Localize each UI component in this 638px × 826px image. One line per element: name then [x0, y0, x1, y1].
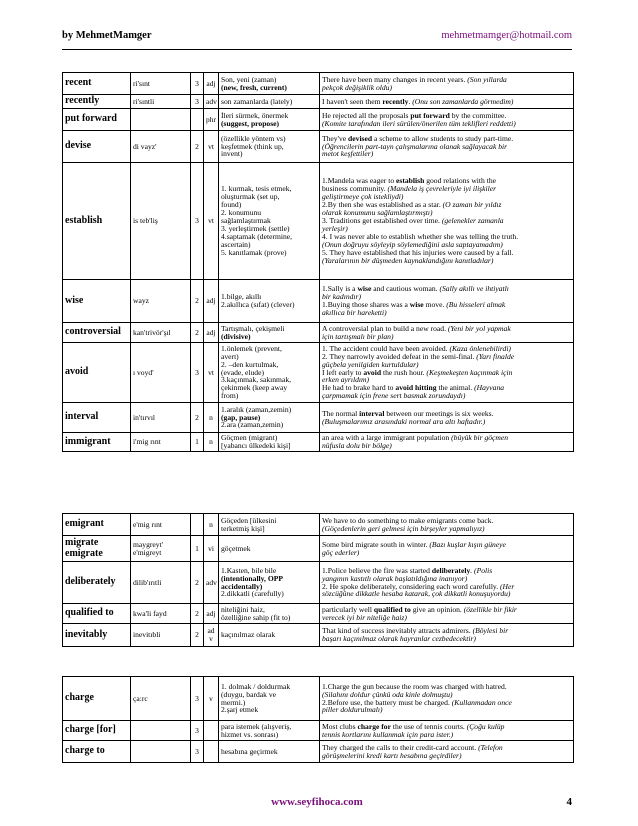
meaning-line: Son, yeni (zaman) — [221, 74, 277, 84]
word-cell: inevitably — [63, 624, 131, 647]
turkish-meaning-cell — [219, 131, 320, 163]
example-text: avoid hitting — [395, 383, 437, 393]
example-text: (Son yıllarda — [465, 74, 507, 84]
word-cell: charge [for] — [63, 721, 131, 741]
turkish-meaning-cell — [219, 677, 320, 721]
turkish-meaning-cell — [219, 604, 320, 624]
example-text: (Komite tarafından ileri sürülen/önerilen tüm teklifleri reddetti) — [322, 118, 516, 128]
pronunciation-cell: ri'sıntli — [131, 95, 191, 109]
example-text: (Yarı finalde — [476, 351, 515, 361]
word-cell: establish — [63, 163, 131, 280]
meaning-line: (new, fresh, current) — [221, 82, 287, 92]
pos-cell: adj — [204, 604, 219, 624]
turkish-meaning-cell — [219, 323, 320, 343]
example-text: A controversial plan to build a new road. — [322, 323, 448, 333]
vocab-row — [63, 131, 574, 163]
pos-cell: n — [204, 514, 219, 536]
level-cell: 2 — [191, 280, 204, 323]
example-text: particularly well — [322, 604, 374, 614]
example-cell — [320, 677, 574, 721]
pronunciation-cell: di vayz' — [131, 131, 191, 163]
turkish-meaning-cell — [219, 403, 320, 433]
vocab-row — [63, 323, 574, 343]
meaning-line: kaçınılmaz olarak — [221, 630, 276, 640]
example-text: Some bird migrate south in winter. — [322, 539, 430, 549]
meaning-line: 2.ara (zaman,zemin) — [221, 420, 284, 430]
header-divider — [62, 49, 572, 50]
example-text: deliberately — [431, 565, 471, 575]
level-cell: 3 — [191, 677, 204, 721]
example-cell — [320, 343, 574, 403]
vocab-row — [63, 624, 574, 647]
turkish-meaning-cell — [219, 562, 320, 604]
example-text: 4. I was never able to establish whether she was telling the truth. — [322, 231, 519, 241]
meaning-line: (gap, pause) — [221, 412, 261, 422]
level-cell: 2 — [191, 562, 204, 604]
example-text: wise — [357, 284, 372, 294]
example-text: That kind of success inevitably attracts admirers. — [322, 626, 473, 636]
pronunciation-cell — [131, 721, 191, 741]
word-cell: put forward — [63, 109, 131, 131]
example-text: nüfusla dolu bir bölge) — [322, 441, 392, 450]
example-text: (Silahını doldur çünkü oda kinle dolmuştu) — [322, 689, 453, 699]
example-cell — [320, 433, 574, 452]
pronunciation-cell: wayz — [131, 280, 191, 323]
level-cell: 2 — [191, 604, 204, 624]
turkish-meaning-cell — [219, 721, 320, 741]
pos-line: ad — [207, 626, 215, 636]
meaning-line: Göçeden [ülkesini — [221, 515, 277, 525]
meaning-line: göçetmek — [221, 543, 251, 553]
pos-line: v — [209, 634, 213, 643]
level-cell: 2 — [191, 624, 204, 647]
example-text: tennis kortlarını kullanmak için para ister.) — [322, 729, 454, 739]
example-text: 2.Before use, the battery must be charged. — [322, 697, 452, 707]
page-header — [62, 30, 572, 46]
example-text: için tartışmalı bir plan) — [322, 331, 394, 341]
meaning-line: çekinmek (keep away — [221, 383, 288, 393]
word-cell: recently — [63, 95, 131, 109]
example-text: business community. — [322, 184, 388, 194]
footer-site-link[interactable]: www.seyfihoca.com — [271, 796, 363, 808]
meaning-line: avert) — [221, 351, 239, 361]
pos-cell: n — [204, 433, 219, 452]
example-text: 5. They have established that his injuries were caused by a fall. — [322, 247, 514, 257]
meaning-line: (evade, elude) — [221, 367, 265, 377]
example-text: an area with a large immigrant population — [322, 433, 452, 443]
example-cell — [320, 624, 574, 647]
example-text: (Yaralarının bir düşmeden kaynaklandığını kanıtladılar) — [322, 255, 494, 265]
word-cell: qualified to — [63, 604, 131, 624]
example-text: They charged the calls to their credit-card account. — [322, 742, 479, 752]
meaning-line: Göçmen (migrant) — [221, 433, 278, 443]
meaning-line: 4.saptamak (determine, — [221, 231, 293, 241]
vocab-row — [63, 677, 574, 721]
meaning-line: 1. kurmak, tesis etmek, — [221, 184, 292, 194]
pos-cell: adj — [204, 323, 219, 343]
vocab-row — [63, 562, 574, 604]
example-text: göç ederler) — [322, 547, 360, 557]
meaning-line: 1.aralık (zaman,zemin) — [221, 404, 292, 414]
example-text: move. — [423, 300, 447, 309]
meaning-line: sağlamlaştırmak — [221, 216, 271, 226]
level-cell: 3 — [191, 343, 204, 403]
example-text: He rejected all the proposals — [322, 110, 411, 120]
example-text: (Öğrencilerin part-tayn çalışmalarına olanak sağlayacak bir — [322, 141, 508, 151]
example-cell — [320, 73, 574, 95]
example-cell — [320, 323, 574, 343]
example-text: (Telefon — [478, 742, 503, 752]
pos-cell: v — [204, 677, 219, 721]
meaning-line: 5. kanıtlamak (prove) — [221, 247, 287, 257]
example-cell — [320, 163, 574, 280]
example-text: (Keşmekeşten kaçınmak için — [426, 367, 513, 377]
meaning-line: mermi.) — [221, 697, 246, 707]
page-footer — [62, 796, 572, 810]
meaning-line: keşfetmek (think up, — [221, 141, 284, 151]
word-cell: charge to — [63, 741, 131, 763]
example-text: 1. The accident could have been avoided. — [322, 343, 450, 353]
level-cell — [191, 109, 204, 131]
pos-cell — [204, 741, 219, 763]
word-cell — [63, 536, 131, 562]
example-text: devised — [348, 133, 373, 143]
meaning-line: from) — [221, 391, 239, 401]
level-cell: 3 — [191, 721, 204, 741]
pos-cell: adv — [204, 95, 219, 109]
example-text: (Kullanmadan once — [451, 697, 512, 707]
example-text: the use of tennis courts. — [390, 721, 467, 731]
example-cell — [320, 604, 574, 624]
pos-cell: vt — [204, 131, 219, 163]
pronunciation-cell: is teb'liş — [131, 163, 191, 280]
example-text: and cautious woman. — [371, 284, 440, 294]
level-cell: 3 — [191, 741, 204, 763]
example-text: 2. He spoke deliberately, considering each word carefully. — [322, 581, 501, 591]
example-text: The normal — [322, 408, 360, 418]
meaning-line: 3. yerleştirmek (settle) — [221, 223, 290, 233]
meaning-line: ascertain) — [221, 239, 251, 249]
meaning-line: hesabına geçirmek — [221, 746, 278, 756]
pos-cell: vt — [204, 163, 219, 280]
word-line: emigrate — [65, 547, 103, 559]
word-cell: controversial — [63, 323, 131, 343]
level-cell: 3 — [191, 95, 204, 109]
meaning-line: terketmiş kişi] — [221, 523, 265, 533]
example-text: akıllıca bir hareketti) — [322, 307, 387, 317]
meaning-line: hizmet vs. sonrası) — [221, 729, 279, 739]
example-cell — [320, 109, 574, 131]
word-line: migrate — [65, 537, 99, 548]
turkish-meaning-cell — [219, 343, 320, 403]
pronunciation-cell: in'tırvıl — [131, 403, 191, 433]
level-cell: 3 — [191, 163, 204, 280]
example-text: I haven't seen them — [322, 96, 383, 106]
example-text: the animal. — [436, 383, 475, 393]
level-cell: 2 — [191, 131, 204, 163]
vocab-row — [63, 433, 574, 452]
pos-cell: adj — [204, 280, 219, 323]
pos-cell: vi — [204, 536, 219, 562]
example-text: erken ayrıldım) — [322, 375, 370, 385]
example-text: (Mandela iş çevreleriyle iyi ilişkiler — [387, 184, 497, 194]
vocabulary-table-3 — [62, 676, 574, 763]
pronunciation-cell — [131, 109, 191, 131]
example-text: the rush hour. — [381, 367, 427, 377]
pos-cell: adv — [204, 562, 219, 604]
example-text: 1.Buying those shares was a — [322, 300, 410, 309]
example-text: (Yeni bir yol yapmak — [447, 323, 511, 333]
example-text: (Buluşmalarımız arasındaki normal ara altı haftadır.) — [322, 416, 486, 426]
example-text: by the committee. — [449, 110, 507, 120]
meaning-line: (duygu, bardak ve — [221, 689, 277, 699]
example-text: Most clubs — [322, 721, 358, 731]
vocab-row — [63, 343, 574, 403]
author-email[interactable]: mehmetmamger@hotmail.com — [441, 30, 572, 41]
turkish-meaning-cell — [219, 536, 320, 562]
meaning-line: son zamanlarda (lately) — [221, 96, 293, 106]
meaning-line: 2.dikkatli (carefully) — [221, 589, 284, 599]
turkish-meaning-cell — [219, 514, 320, 536]
vocab-row — [63, 280, 574, 323]
example-text: We have to do something to make emigrants come back. — [322, 515, 494, 525]
example-cell — [320, 536, 574, 562]
pos-cell: phr — [204, 109, 219, 131]
pronunciation-cell: kan'trivör'şıl — [131, 323, 191, 343]
meaning-line: 1.önlemek (prevent, — [221, 343, 282, 353]
author-name: by MehmetMamger — [62, 30, 152, 41]
example-text: görüşmelerini kredi kartı hesabına geçirdiler) — [322, 750, 462, 760]
example-text: sözcüğüne dikkatle hesaba katarak, çok dikkatli konuşuyordu) — [322, 589, 511, 599]
example-text: He had to brake hard to — [322, 383, 396, 393]
pronunciation-cell — [131, 741, 191, 763]
meaning-line: İleri sürmek, önermek — [221, 110, 289, 120]
example-text: I left early to — [322, 367, 364, 377]
meaning-line: 1.Kasten, bile bile — [221, 565, 277, 575]
example-text: 1.Sally is a — [322, 284, 358, 294]
example-text: qualified to — [373, 604, 411, 614]
example-text: (Bu hisseleri almak — [446, 300, 506, 309]
word-cell: charge — [63, 677, 131, 721]
vocab-row — [63, 741, 574, 763]
vocab-row — [63, 403, 574, 433]
meaning-line: 1.bilge, akıllı — [221, 292, 262, 302]
meaning-line: özelliğine sahip (fit to) — [221, 612, 291, 622]
pronunciation-cell — [131, 536, 191, 562]
pronunciation-line: e'migreyt — [133, 547, 162, 557]
vocab-row — [63, 109, 574, 131]
level-cell: 1 — [191, 433, 204, 452]
pos-cell: adj — [204, 73, 219, 95]
example-text: (Göçedenlerin geri gelmesi için birşeyler yapmalıyız) — [322, 523, 485, 533]
level-cell: 2 — [191, 403, 204, 433]
example-text: 3. Traditions get established over time. — [322, 216, 442, 226]
example-text: olarak konumunu sağlamlaştırmıştı) — [322, 208, 433, 218]
word-cell: interval — [63, 403, 131, 433]
vocab-row — [63, 536, 574, 562]
turkish-meaning-cell — [219, 95, 320, 109]
pronunciation-cell: e'mig rınt — [131, 514, 191, 536]
example-text: There have been many changes — [322, 74, 420, 84]
example-text: put forward — [410, 110, 450, 120]
meaning-line: (suggest, propose) — [221, 118, 280, 128]
example-text: give an opinion. — [410, 604, 464, 614]
example-cell — [320, 514, 574, 536]
example-text: in recent years. — [419, 74, 466, 84]
example-text: (gelenekler zamanla — [441, 216, 504, 226]
page-number: 4 — [566, 796, 572, 808]
example-text: metot keşfettiler) — [322, 149, 374, 159]
example-cell — [320, 562, 574, 604]
meaning-line: 1. dolmak / doldurmak — [221, 681, 291, 691]
example-cell — [320, 95, 574, 109]
example-cell — [320, 403, 574, 433]
example-text: bir kadındır) — [322, 292, 362, 302]
vocab-row — [63, 73, 574, 95]
pos-cell: vt — [204, 343, 219, 403]
example-text: 1.Police believe the fire was started — [322, 565, 432, 575]
example-text: interval — [359, 408, 385, 418]
pos-cell — [204, 721, 219, 741]
example-text: başarı kaçınılmaz olarak hayranlar cezbedecektir) — [322, 634, 476, 643]
pronunciation-line: maygreyt' — [133, 539, 164, 549]
example-text: (Hayvana — [474, 383, 505, 393]
word-cell: immigrant — [63, 433, 131, 452]
example-text: (Kaza önlenebilirdi) — [449, 343, 511, 353]
meaning-line: Tartışmalı, çekişmeli — [221, 323, 285, 333]
word-cell: deliberately — [63, 562, 131, 604]
pos-cell: n — [204, 403, 219, 433]
vocab-row — [63, 604, 574, 624]
pronunciation-cell: dilib'ırıtli — [131, 562, 191, 604]
meaning-line: found) — [221, 200, 242, 210]
meaning-line: (divisive) — [221, 331, 251, 341]
meaning-line: (özellikle yöntem vs) — [221, 133, 286, 143]
vocab-row — [63, 163, 574, 280]
turkish-meaning-cell — [219, 280, 320, 323]
pos-cell — [204, 624, 219, 647]
level-cell: 3 — [191, 73, 204, 95]
word-cell: devise — [63, 131, 131, 163]
example-cell — [320, 280, 574, 323]
level-cell: 1 — [191, 536, 204, 562]
example-text: geliştirmeye çok istekliydi) — [322, 192, 404, 202]
meaning-line: 3.kaçınmak, sakınmak, — [221, 375, 292, 385]
meaning-line: oluşturmak (set up, — [221, 192, 280, 202]
example-text: 1.Mandela was eager to — [322, 176, 397, 186]
vocab-row — [63, 514, 574, 536]
turkish-meaning-cell — [219, 624, 320, 647]
turkish-meaning-cell — [219, 163, 320, 280]
meaning-line: [yabancı ülkedeki kişi] — [221, 441, 291, 450]
meaning-line: accidentally) — [221, 581, 263, 591]
example-text: yangının kastıtlı olarak başlatıldığına inanıyor) — [322, 573, 468, 583]
meaning-line: invent) — [221, 149, 243, 159]
vocab-row — [63, 721, 574, 741]
pronunciation-cell: kwa'li fayd — [131, 604, 191, 624]
example-text: güçbela yenilgiden kurtuldular) — [322, 359, 419, 369]
meaning-line: niteliğini haiz, — [221, 604, 265, 614]
example-text: charge for — [357, 721, 391, 731]
level-cell: 2 — [191, 323, 204, 343]
word-cell: emigrant — [63, 514, 131, 536]
example-cell — [320, 721, 574, 741]
vocab-row — [63, 95, 574, 109]
example-text: çarpmamak için frene sert basmak zorundaydı) — [322, 391, 466, 401]
example-text: good relations with the — [424, 176, 497, 186]
example-text: . (Polis — [470, 565, 493, 575]
example-text: (Onun doğruyu söyleyip söylemediğini asla saptayamadım) — [322, 239, 503, 249]
example-text: (Çoğu kulüp — [466, 721, 505, 731]
level-cell — [191, 514, 204, 536]
meaning-line: 2.şarj etmek — [221, 705, 259, 715]
turkish-meaning-cell — [219, 741, 320, 763]
example-text: (Bazı kuşlar kışın güneye — [429, 539, 506, 549]
vocabulary-table-2 — [62, 513, 574, 647]
vocabulary-table-1 — [62, 72, 574, 452]
example-text: (Böylesi bir — [472, 626, 509, 636]
example-cell — [320, 741, 574, 763]
meaning-line: (intentionally, OPP — [221, 573, 284, 583]
example-text: establish — [396, 176, 425, 186]
example-text: (O zaman bir yıldız — [442, 200, 502, 210]
pronunciation-cell: i'mig rınt — [131, 433, 191, 452]
example-text: (büyük bir göçmen — [451, 433, 509, 443]
example-text: They've — [322, 133, 349, 143]
example-text: recently — [382, 96, 409, 106]
word-cell: wise — [63, 280, 131, 323]
pronunciation-cell: inevitıbli — [131, 624, 191, 647]
turkish-meaning-cell — [219, 109, 320, 131]
turkish-meaning-cell — [219, 73, 320, 95]
example-cell — [320, 131, 574, 163]
example-text: (özellikle bir fikir — [463, 604, 517, 614]
meaning-line: 2. –den kurtulmak, — [221, 359, 279, 369]
pronunciation-cell: ı voyd' — [131, 343, 191, 403]
example-text: between our meetings is six weeks. — [384, 408, 494, 418]
example-text: 2.By then she was established as a star. — [322, 200, 443, 210]
meaning-line: para istemek (alışveriş, — [221, 721, 292, 731]
example-text: yerleşir) — [322, 223, 348, 233]
example-text: verecek iyi bir niteliğe haiz) — [322, 612, 407, 622]
example-text: (Sally akıllı ve ihtiyatlı — [439, 284, 509, 294]
example-text: (Her — [500, 581, 515, 591]
turkish-meaning-cell — [219, 433, 320, 452]
example-text: a scheme to allow students to study part-time. — [372, 133, 514, 143]
example-text: 1.Charge the gun because the room was charged with hatred. — [322, 681, 507, 691]
example-text: . (Onu son zamanlarda görmedim) — [408, 96, 514, 106]
meaning-line: 2. konumunu — [221, 208, 262, 218]
example-text: wise — [409, 300, 424, 309]
pronunciation-cell: ri'sınt — [131, 73, 191, 95]
word-cell: recent — [63, 73, 131, 95]
word-cell: avoid — [63, 343, 131, 403]
example-text: pekçok değişiklik oldu) — [322, 82, 393, 92]
example-text: avoid — [363, 367, 382, 377]
example-text: 2. They narrowly avoided defeat in the semi-final. — [322, 351, 477, 361]
example-text: piller doldurulmalı) — [322, 705, 383, 715]
meaning-line: 2.akıllıca (sıfat) (clever) — [221, 300, 295, 309]
pronunciation-cell: ça:rc — [131, 677, 191, 721]
